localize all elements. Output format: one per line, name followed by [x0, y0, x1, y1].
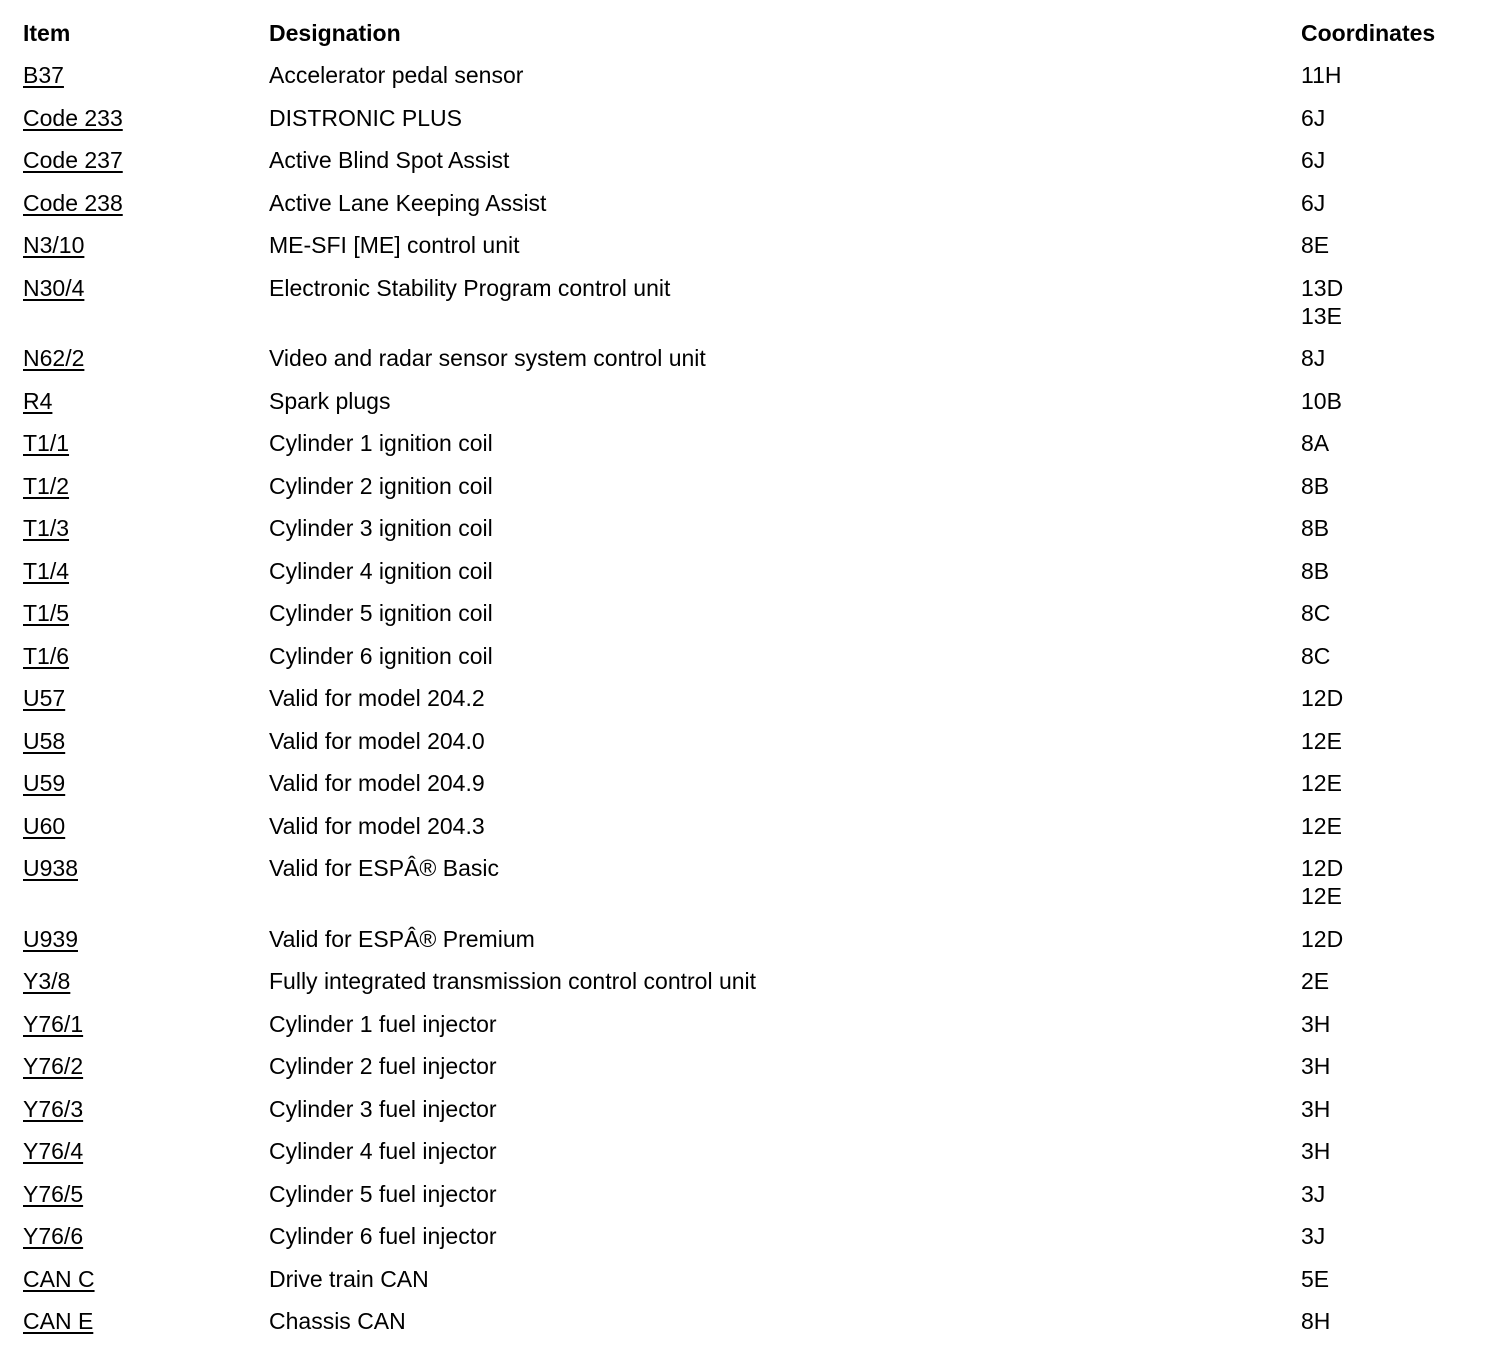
item-link[interactable]: Y76/5 [23, 1180, 84, 1207]
item-cell [23, 1095, 269, 1123]
table-row [23, 380, 1493, 423]
item-link[interactable]: CAN E [23, 1308, 94, 1334]
designation-cell: Cylinder 2 ignition coil [269, 472, 493, 499]
item-cell [23, 1010, 269, 1038]
coordinates-cell [1301, 472, 1329, 500]
table-row [23, 97, 1493, 140]
coordinates-cell [1301, 854, 1343, 910]
coordinate-value: 8B [1301, 557, 1330, 584]
table-row [23, 224, 1493, 267]
table-row [23, 960, 1493, 1003]
coordinate-value: 6J [1301, 147, 1326, 173]
coordinate-value: 13D [1301, 274, 1344, 301]
item-cell [23, 769, 269, 797]
coordinates-cell [1301, 1222, 1325, 1250]
table-row [23, 1130, 1493, 1173]
coordinates-cell [1301, 1265, 1329, 1293]
designation-cell: Cylinder 3 ignition coil [269, 515, 493, 541]
coordinates-cell [1301, 1307, 1330, 1335]
table-row [23, 422, 1493, 465]
item-link[interactable]: CAN C [23, 1265, 95, 1292]
item-link[interactable]: Y3/8 [23, 968, 71, 994]
coordinate-value: 12E [1301, 883, 1342, 909]
item-link[interactable]: U939 [23, 925, 78, 952]
item-link[interactable]: Code 237 [23, 147, 123, 173]
coordinate-value: 6J [1301, 189, 1326, 216]
item-link[interactable]: Y76/2 [23, 1053, 84, 1079]
coordinate-value: 8J [1301, 345, 1326, 371]
table-row [23, 54, 1493, 97]
coordinates-cell [1301, 812, 1342, 840]
item-cell [23, 429, 269, 457]
designation-cell: Drive train CAN [269, 1265, 429, 1292]
coordinates-cell [1301, 344, 1325, 372]
table-row [23, 847, 1493, 918]
item-link[interactable]: Y76/6 [23, 1223, 84, 1249]
designation-cell: Cylinder 6 fuel injector [269, 1223, 497, 1249]
item-link[interactable]: U59 [23, 770, 66, 796]
coordinates-cell [1301, 1180, 1325, 1208]
item-cell [23, 599, 269, 627]
coordinates-cell [1301, 684, 1343, 712]
header-item: Item [23, 20, 71, 46]
item-cell [23, 854, 269, 882]
item-cell [23, 925, 269, 953]
table-row [23, 1258, 1493, 1301]
table-row [23, 762, 1493, 805]
legend-header-row [23, 18, 1493, 54]
designation-cell: Valid for model 204.3 [269, 812, 485, 839]
coordinates-cell [1301, 189, 1325, 217]
coordinate-value: 3J [1301, 1180, 1326, 1207]
item-link[interactable]: B37 [23, 62, 64, 88]
designation-cell: Fully integrated transmission control control unit [269, 968, 757, 994]
designation-cell: Electronic Stability Program control unit [269, 274, 671, 301]
component-legend-table [23, 18, 1493, 1343]
coordinate-value: 8H [1301, 1308, 1331, 1334]
coordinates-cell [1301, 1137, 1330, 1165]
table-row [23, 507, 1493, 550]
table-row [23, 592, 1493, 635]
item-cell [23, 61, 269, 89]
coordinates-cell [1301, 104, 1325, 132]
coordinate-value: 8A [1301, 430, 1330, 456]
item-link[interactable]: Y76/1 [23, 1010, 84, 1037]
table-row [23, 918, 1493, 961]
item-cell [23, 967, 269, 995]
item-link[interactable]: T1/6 [23, 642, 70, 669]
designation-cell: Cylinder 5 fuel injector [269, 1180, 497, 1207]
item-link[interactable]: N3/10 [23, 232, 85, 258]
designation-cell: Cylinder 5 ignition coil [269, 600, 493, 626]
item-cell [23, 557, 269, 585]
table-row [23, 720, 1493, 763]
designation-cell: Chassis CAN [269, 1308, 406, 1334]
coordinates-cell [1301, 769, 1342, 797]
item-cell [23, 146, 269, 174]
item-link[interactable]: Y76/3 [23, 1095, 84, 1122]
item-cell [23, 1307, 269, 1335]
coordinate-value: 12E [1301, 770, 1342, 796]
item-cell [23, 1180, 269, 1208]
coordinate-value: 12E [1301, 812, 1342, 839]
table-row [23, 677, 1493, 720]
designation-cell: Cylinder 1 ignition coil [269, 430, 493, 456]
coordinate-value: 3H [1301, 1138, 1331, 1164]
coordinate-value: 3H [1301, 1095, 1331, 1122]
legend-rows [23, 54, 1493, 1343]
item-cell [23, 472, 269, 500]
table-row [23, 182, 1493, 225]
designation-cell: Valid for ESPÂ® Basic [269, 855, 499, 881]
item-cell [23, 104, 269, 132]
item-cell [23, 727, 269, 755]
item-link[interactable]: Code 238 [23, 189, 123, 216]
item-link[interactable]: Y76/4 [23, 1138, 84, 1164]
item-cell [23, 812, 269, 840]
coordinates-cell [1301, 1052, 1330, 1080]
designation-cell: Video and radar sensor system control unit [269, 345, 706, 371]
designation-cell: Valid for model 204.0 [269, 727, 485, 754]
table-row [23, 1215, 1493, 1258]
coordinates-cell [1301, 61, 1342, 89]
item-cell [23, 514, 269, 542]
table-row [23, 1045, 1493, 1088]
designation-cell: Cylinder 1 fuel injector [269, 1010, 497, 1037]
item-cell [23, 1222, 269, 1250]
coordinate-value: 13E [1301, 302, 1342, 329]
designation-cell: Accelerator pedal sensor [269, 62, 524, 88]
coordinate-value: 12D [1301, 855, 1344, 881]
item-link[interactable]: Code 233 [23, 104, 123, 131]
item-cell [23, 642, 269, 670]
item-link[interactable]: N30/4 [23, 274, 85, 301]
coordinates-cell [1301, 599, 1330, 627]
table-row [23, 1003, 1493, 1046]
coordinates-cell [1301, 925, 1343, 953]
item-link[interactable]: U57 [23, 685, 66, 711]
coordinate-value: 2E [1301, 968, 1330, 994]
coordinate-value: 8C [1301, 600, 1331, 626]
designation-cell: Cylinder 2 fuel injector [269, 1053, 497, 1079]
item-link[interactable]: U938 [23, 855, 78, 881]
item-link[interactable]: T1/1 [23, 430, 70, 456]
item-cell [23, 1052, 269, 1080]
item-cell [23, 231, 269, 259]
coordinates-cell [1301, 387, 1342, 415]
coordinates-cell [1301, 231, 1329, 259]
item-cell [23, 1137, 269, 1165]
designation-cell: Active Lane Keeping Assist [269, 189, 547, 216]
item-cell [23, 684, 269, 712]
item-cell [23, 387, 269, 415]
item-link[interactable]: U58 [23, 727, 66, 754]
designation-cell: ME-SFI [ME] control unit [269, 232, 520, 258]
item-link[interactable]: T1/3 [23, 515, 70, 541]
item-link[interactable]: T1/4 [23, 557, 70, 584]
designation-cell: DISTRONIC PLUS [269, 104, 462, 131]
item-cell [23, 274, 269, 302]
coordinate-value: 12D [1301, 925, 1344, 952]
coordinate-value: 5E [1301, 1265, 1330, 1292]
coordinate-value: 10B [1301, 387, 1342, 414]
item-link[interactable]: R4 [23, 387, 53, 414]
table-row [23, 1300, 1493, 1343]
designation-cell: Valid for model 204.9 [269, 770, 485, 796]
coordinates-cell [1301, 557, 1329, 585]
coordinates-cell [1301, 967, 1329, 995]
header-designation: Designation [269, 20, 401, 46]
designation-cell: Valid for model 204.2 [269, 685, 485, 711]
coordinate-value: 11H [1301, 62, 1342, 88]
coordinate-value: 6J [1301, 104, 1326, 131]
coordinate-value: 3J [1301, 1223, 1326, 1249]
coordinate-value: 3H [1301, 1010, 1331, 1037]
coordinates-cell [1301, 642, 1330, 670]
item-link[interactable]: T1/2 [23, 472, 70, 499]
coordinate-value: 8B [1301, 472, 1330, 499]
designation-cell: Active Blind Spot Assist [269, 147, 510, 173]
coordinates-cell [1301, 1095, 1330, 1123]
coordinates-cell [1301, 1010, 1330, 1038]
coordinates-cell [1301, 429, 1329, 457]
item-link[interactable]: N62/2 [23, 345, 85, 371]
coordinates-cell [1301, 146, 1325, 174]
coordinates-cell [1301, 727, 1342, 755]
coordinates-cell [1301, 514, 1329, 542]
table-row [23, 550, 1493, 593]
designation-cell: Valid for ESPÂ® Premium [269, 925, 535, 952]
table-row [23, 465, 1493, 508]
coordinate-value: 3H [1301, 1053, 1331, 1079]
coordinate-value: 12E [1301, 727, 1342, 754]
item-link[interactable]: T1/5 [23, 600, 70, 626]
table-row [23, 139, 1493, 182]
item-cell [23, 344, 269, 372]
coordinate-value: 8E [1301, 232, 1330, 258]
coordinate-value: 8B [1301, 515, 1330, 541]
designation-cell: Cylinder 4 fuel injector [269, 1138, 497, 1164]
item-link[interactable]: U60 [23, 812, 66, 839]
item-cell [23, 1265, 269, 1293]
designation-cell: Cylinder 3 fuel injector [269, 1095, 497, 1122]
table-row [23, 267, 1493, 338]
table-row [23, 1173, 1493, 1216]
designation-cell: Cylinder 4 ignition coil [269, 557, 493, 584]
item-cell [23, 189, 269, 217]
designation-cell: Spark plugs [269, 387, 391, 414]
table-row [23, 1088, 1493, 1131]
table-row [23, 635, 1493, 678]
table-row [23, 337, 1493, 380]
coordinate-value: 8C [1301, 642, 1331, 669]
coordinate-value: 12D [1301, 685, 1344, 711]
designation-cell: Cylinder 6 ignition coil [269, 642, 493, 669]
header-coordinates: Coordinates [1301, 20, 1436, 46]
coordinates-cell [1301, 274, 1343, 330]
table-row [23, 805, 1493, 848]
